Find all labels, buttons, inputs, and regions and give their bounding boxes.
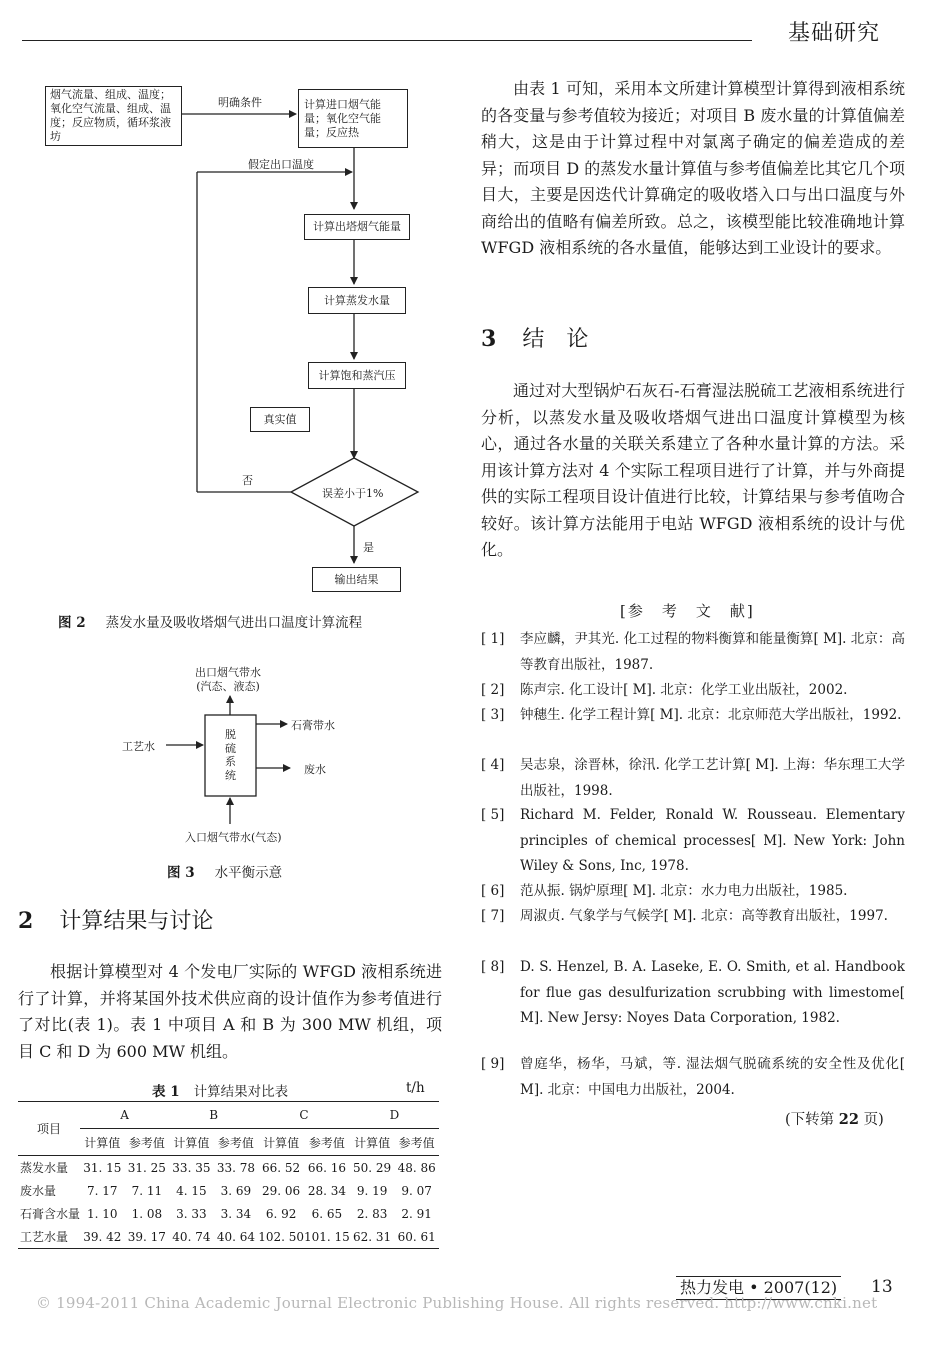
- reference-text: D. S. Henzel, B. A. Laseke, E. O. Smith, et al. Handbook for flue gas desulfurization scrubbing with limestome[ M]. New Jersy: Noyes Data Corporation, 1982.: [520, 959, 905, 1026]
- reference-number: [ 8]: [481, 959, 505, 975]
- table-cell: 2. 83: [356, 1206, 388, 1221]
- table-subheader: 计算值: [350, 1129, 395, 1156]
- table-cell: 40. 74: [169, 1225, 214, 1249]
- table-subheader: 计算值: [258, 1129, 304, 1156]
- reference-number: [ 4]: [481, 757, 505, 773]
- flow-box-output: 输出结果: [312, 567, 401, 592]
- table-cell: 6. 92: [265, 1206, 297, 1221]
- table-subheader: 计算值: [169, 1129, 214, 1156]
- table-cell: 62. 31: [350, 1225, 395, 1249]
- table-cell: 7. 17: [87, 1183, 118, 1198]
- table-cell: 28. 34: [307, 1183, 346, 1198]
- table-row-label: 废水量: [20, 1184, 57, 1198]
- table-cell: 66. 52: [262, 1160, 301, 1175]
- table-group-b: B: [169, 1102, 258, 1129]
- reference-item: [481, 703, 905, 754]
- label-gypsum-water: 石膏带水: [291, 719, 335, 732]
- table-cell: 102. 50: [258, 1225, 304, 1249]
- reference-text: 陈声宗. 化工设计[ M]. 北京：化学工业出版社，2002.: [520, 682, 848, 698]
- table-row-header: 项目: [18, 1102, 80, 1156]
- table-cell: 3. 69: [220, 1183, 252, 1198]
- discussion-paragraph: 由表 1 可知，采用本文所建计算模型计算得到液相系统的各变量与参考值较为接近；对项目 B 废水量的计算值偏差稍大，这是由于计算过程中对氯离子确定的偏差造成的差异；而项目 D 的蒸发水量计算值与参考值偏差比其它几个项目大，主要是因迭代计算确定的吸收塔入口与出口温度与外商给出的值略有偏差所致。总之，该模型能比较准确地计算 WFGD 液相系统的各水量值，能够达到工业设计的要求。: [481, 79, 905, 257]
- journal-footer: 热力发电 • 2007(12): [676, 1276, 841, 1300]
- table-cell: 39. 17: [125, 1225, 170, 1249]
- table-subheader: 计算值: [80, 1129, 125, 1156]
- reference-item: [481, 678, 905, 703]
- section3-heading: 3 结 论: [481, 326, 589, 352]
- table-cell: 2. 91: [401, 1206, 432, 1221]
- table-group-a: A: [80, 1102, 169, 1129]
- table-cell: 7. 11: [131, 1183, 163, 1198]
- section2-paragraph: 根据计算模型对 4 个发电厂实际的 WFGD 液相系统进行了计算，并将某国外技术供应商的设计值作为参考值进行了对比(表 1)。表 1 中项目 A 和 B 为 300 MW 机组，项目 C 和 D 为 600 MW 机组。: [18, 962, 442, 1061]
- table-cell: 31. 15: [83, 1160, 122, 1175]
- table-subheader: 参考值: [304, 1129, 350, 1156]
- table-row-label: 工艺水量: [18, 1225, 80, 1249]
- label-outlet-gas-water: 出口烟气带水 (汽态、液态): [195, 666, 261, 693]
- table-cell: 31. 25: [127, 1160, 166, 1175]
- table-row-label: 蒸发水量: [20, 1161, 69, 1175]
- table-row: [18, 1179, 439, 1202]
- reference-number: [ 2]: [481, 682, 505, 698]
- table-row: [18, 1202, 439, 1225]
- decision-label: 误差小于1%: [322, 487, 384, 500]
- flow-box-true-value: 真实值: [250, 407, 310, 432]
- table-group-d: D: [350, 1102, 439, 1129]
- table-cell: 48. 86: [397, 1160, 436, 1175]
- flow-box-vapor-pressure: 计算饱和蒸汽压: [308, 362, 406, 389]
- label-yes: 是: [363, 541, 374, 554]
- table1-unit: t/h: [406, 1080, 425, 1096]
- reference-number: [ 1]: [481, 631, 505, 647]
- table-cell: 33. 78: [216, 1160, 256, 1175]
- table-row-label: 石膏含水量: [20, 1207, 81, 1221]
- reference-item: [481, 627, 905, 678]
- flow-box-outlet-energy: 计算出塔烟气能量: [304, 214, 410, 240]
- section2-heading: 2 计算结果与讨论: [18, 908, 214, 934]
- references-title: [参 考 文 献]: [620, 602, 755, 620]
- label-conditions: 明确条件: [218, 96, 262, 109]
- table-cell: 66. 16: [307, 1160, 346, 1175]
- table-cell: 40. 64: [214, 1225, 259, 1249]
- table-cell: 9. 19: [356, 1183, 388, 1198]
- label-no: 否: [242, 474, 253, 487]
- label-assume-outlet-temp: 假定出口温度: [248, 158, 314, 171]
- table-group-c: C: [258, 1102, 350, 1129]
- reference-text: Richard M. Felder, Ronald W. Rousseau. Elementary principles of chemical processes[ M]. New York: John Wiley & Sons, Inc, 1978.: [520, 807, 905, 874]
- label-process-water: 工艺水: [122, 740, 155, 753]
- table-subheader: 参考值: [394, 1129, 439, 1156]
- table-cell: 1. 08: [131, 1206, 163, 1221]
- table1-title: 表 1 计算结果对比表: [152, 1084, 289, 1100]
- reference-text: 吴志泉，涂晋林，徐汛. 化学工艺计算[ M]. 上海：华东理工大学出版社，1998.: [520, 757, 905, 799]
- table-row: [18, 1225, 439, 1249]
- table-cell: 1. 10: [87, 1206, 118, 1221]
- label-desulfurization-system: 脱 硫 系 统: [225, 728, 236, 782]
- figure3-arrows: [0, 600, 480, 860]
- flow-box-evaporation: 计算蒸发水量: [308, 287, 406, 314]
- page-number: 13: [871, 1277, 893, 1297]
- table-cell: 29. 06: [262, 1183, 301, 1198]
- table-subheader: 参考值: [214, 1129, 259, 1156]
- continued-note: (下转第 22 页): [785, 1111, 884, 1128]
- table-cell: 101. 15: [304, 1225, 350, 1249]
- reference-item: [481, 955, 905, 1032]
- table-cell: 33. 35: [172, 1160, 211, 1175]
- table-cell: 3. 33: [176, 1206, 207, 1221]
- reference-text: 曾庭华，杨华，马斌，等. 湿法烟气脱硫系统的安全性及优化[ M]. 北京：中国电力出版社，2004.: [520, 1056, 905, 1098]
- table-cell: 60. 61: [394, 1225, 439, 1249]
- reference-item: [481, 904, 905, 955]
- table-cell: 39. 42: [80, 1225, 125, 1249]
- label-inlet-gas-water: 入口烟气带水(气态): [185, 831, 282, 844]
- table-cell: 6. 65: [311, 1206, 343, 1221]
- figure2-caption: 图 2 蒸发水量及吸收塔烟气进出口温度计算流程: [58, 615, 363, 631]
- reference-number: [ 5]: [481, 807, 505, 823]
- reference-text: 钟穗生. 化学工程计算[ M]. 北京：北京师范大学出版社，1992.: [520, 707, 902, 723]
- flow-box-inlet-energy: 计算进口烟气能量；氧化空气能量；反应热: [298, 89, 408, 148]
- reference-number: [ 7]: [481, 908, 505, 924]
- table-cell: 9. 07: [401, 1183, 432, 1198]
- copyright-watermark: © 1994-2011 China Academic Journal Electronic Publishing House. All rights reserved. http://www.cnki.net: [36, 1294, 878, 1312]
- flow-box-input-conditions: 烟气流量、组成、温度；氧化空气流量、组成、温度；反应物质，循环浆液坊: [45, 86, 182, 146]
- table-cell: 50. 29: [353, 1160, 392, 1175]
- table-subheader: 参考值: [125, 1129, 170, 1156]
- table-cell: 3. 34: [220, 1206, 252, 1221]
- table-cell: 4. 15: [176, 1183, 207, 1198]
- section3-paragraph: 通过对大型锅炉石灰石-石膏湿法脱硫工艺液相系统进行分析，以蒸发水量及吸收塔烟气进出口温度计算模型为核心，通过各水量的关联关系建立了各种水量计算的方法。采用该计算方法对 4 个实际工程项目进行了计算，并与外商提供的实际工程项目设计值进行比较，计算结果与参考值吻合较好。该计算方法能用于电站 WFGD 液相系统的设计与优化。: [481, 381, 905, 559]
- reference-item: [481, 879, 905, 904]
- reference-text: 范从振. 锅炉原理[ M]. 北京：水力电力出版社，1985.: [520, 883, 848, 899]
- reference-number: [ 3]: [481, 707, 505, 723]
- section-header: 基础研究: [788, 21, 881, 46]
- reference-item: [481, 1052, 905, 1103]
- reference-item: [481, 753, 905, 804]
- reference-number: [ 9]: [481, 1056, 505, 1072]
- reference-item: [481, 803, 905, 880]
- label-waste-water: 废水: [304, 763, 326, 776]
- table-row: [18, 1156, 439, 1180]
- reference-number: [ 6]: [481, 883, 505, 899]
- figure3-caption: 图 3 水平衡示意: [167, 865, 283, 881]
- reference-text: 李应麟，尹其光. 化工过程的物料衡算和能量衡算[ M]. 北京：高等教育出版社，1987.: [520, 631, 905, 673]
- results-table: [18, 1101, 439, 1249]
- reference-text: 周淑贞. 气象学与气候学[ M]. 北京：高等教育出版社，1997.: [520, 908, 888, 924]
